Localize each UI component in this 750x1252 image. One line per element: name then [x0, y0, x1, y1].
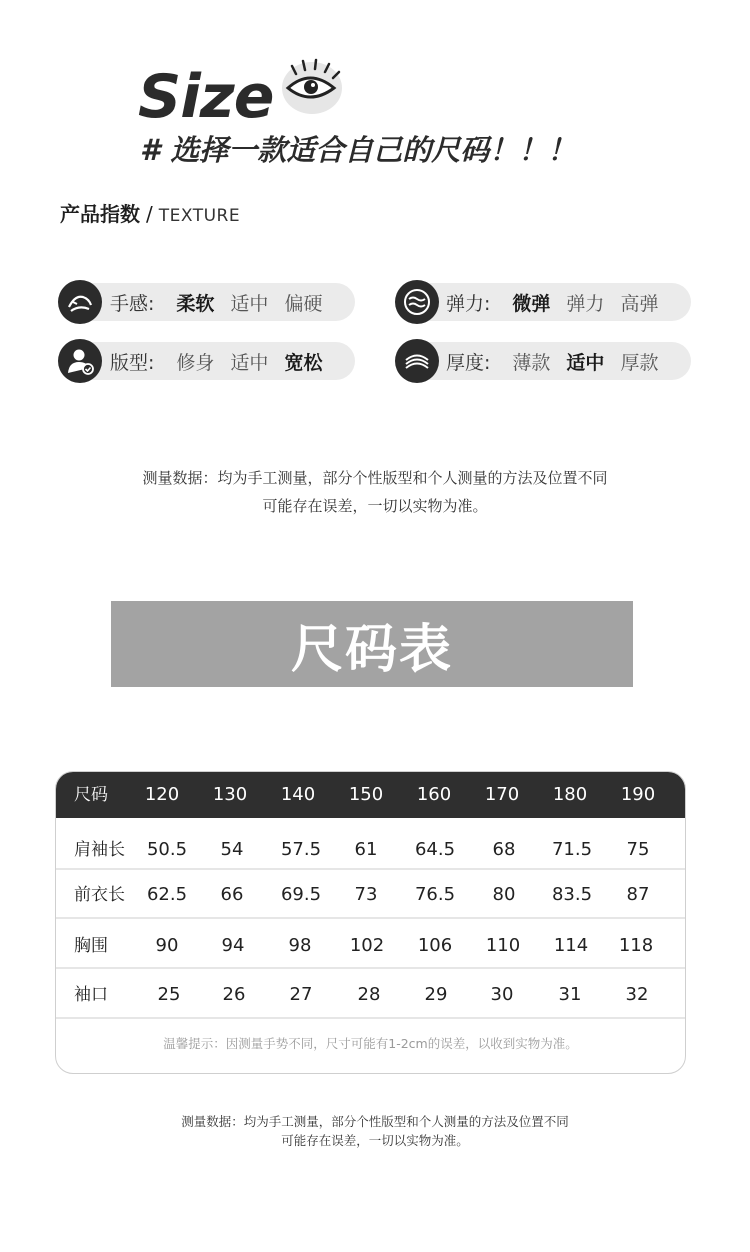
- measurement-note-top: [0, 464, 750, 520]
- index-row-thickness: [446, 348, 674, 375]
- section-separator: /: [146, 202, 153, 226]
- table-header: [56, 772, 685, 818]
- size-chart-banner: [111, 601, 633, 687]
- index-option-selected: 柔软: [176, 293, 215, 315]
- measurement-note-bottom: [0, 1112, 750, 1150]
- table-cell: 118: [618, 935, 654, 956]
- row-label: 袖口: [74, 985, 108, 1005]
- note-line: 测量数据：均为手工测量，部分个性版型和个人测量的方法及位置不同: [181, 1114, 569, 1129]
- index-option: 修身: [176, 352, 215, 374]
- table-cell: 57.5: [280, 839, 322, 860]
- row-label: 肩袖长: [74, 840, 125, 860]
- table-header-cell: 130: [212, 784, 248, 805]
- table-cell: 50.5: [146, 839, 188, 860]
- table-cell: 80: [492, 884, 516, 905]
- banner-title: 尺码表: [290, 619, 453, 680]
- table-header-cell: 180: [552, 784, 588, 805]
- table-cell: 61: [354, 839, 378, 860]
- table-cell: 62.5: [146, 884, 188, 905]
- table-header-cell: 170: [484, 784, 520, 805]
- table-header-cell: 140: [280, 784, 316, 805]
- table-cell: 29: [424, 984, 448, 1005]
- row-label: 前衣长: [74, 885, 125, 905]
- index-option: 弹力: [566, 293, 605, 315]
- index-option-selected: 适中: [566, 352, 605, 374]
- table-cell: 27: [289, 984, 313, 1005]
- table-header-label: 尺码: [74, 785, 108, 805]
- note-line: 测量数据：均为手工测量，部分个性版型和个人测量的方法及位置不同: [142, 469, 608, 487]
- index-option-selected: 微弹: [512, 293, 551, 315]
- fit-person-icon: [58, 339, 102, 383]
- table-cell: 54: [220, 839, 244, 860]
- note-line: 可能存在误差，一切以实物为准。: [262, 497, 488, 515]
- table-cell: 25: [157, 984, 181, 1005]
- table-cell: 28: [357, 984, 381, 1005]
- table-header-cell: 190: [620, 784, 656, 805]
- elasticity-icon: [395, 280, 439, 324]
- index-row-fit: [110, 348, 338, 375]
- index-label: 厚度:: [446, 352, 491, 374]
- row-divider: [56, 917, 685, 919]
- row-divider: [56, 1017, 685, 1019]
- table-cell: 110: [485, 935, 521, 956]
- table-cell: 31: [558, 984, 582, 1005]
- index-option-selected: 宽松: [284, 352, 323, 374]
- table-cell: 71.5: [551, 839, 593, 860]
- size-title: Size: [138, 62, 274, 132]
- table-cell: 73: [354, 884, 378, 905]
- table-header-cell: 150: [348, 784, 384, 805]
- table-cell: 64.5: [414, 839, 456, 860]
- table-cell: 26: [222, 984, 246, 1005]
- index-label: 弹力:: [446, 293, 491, 315]
- section-title-en: TEXTURE: [158, 206, 241, 226]
- index-label: 版型:: [110, 352, 155, 374]
- row-divider: [56, 967, 685, 969]
- subtitle: # 选择一款适合自己的尺码！！！: [140, 133, 577, 167]
- table-cell: 83.5: [551, 884, 593, 905]
- hand-feel-icon: [58, 280, 102, 324]
- table-cell: 66: [220, 884, 244, 905]
- table-cell: 102: [349, 935, 385, 956]
- eye-icon: [278, 54, 344, 116]
- table-cell: 114: [553, 935, 589, 956]
- table-cell: 30: [490, 984, 514, 1005]
- index-option: 适中: [230, 293, 269, 315]
- index-option: 偏硬: [284, 293, 323, 315]
- note-line: 可能存在误差，一切以实物为准。: [281, 1133, 469, 1148]
- table-cell: 68: [492, 839, 516, 860]
- table-header-cell: 160: [416, 784, 452, 805]
- table-header-cell: 120: [144, 784, 180, 805]
- product-index-heading: [60, 200, 240, 230]
- table-cell: 98: [288, 935, 312, 956]
- table-cell: 106: [417, 935, 453, 956]
- table-cell: 32: [625, 984, 649, 1005]
- row-divider: [56, 868, 685, 870]
- table-tip: 温馨提示：因测量手势不同，尺寸可能有1-2cm的误差，以收到实物为准。: [163, 1036, 578, 1051]
- table-cell: 75: [626, 839, 650, 860]
- thickness-icon: [395, 339, 439, 383]
- table-cell: 76.5: [414, 884, 456, 905]
- index-row-hand-feel: [110, 289, 338, 316]
- size-table: [55, 771, 686, 1074]
- index-option: 适中: [230, 352, 269, 374]
- table-cell: 69.5: [280, 884, 322, 905]
- index-label: 手感:: [110, 293, 155, 315]
- index-option: 高弹: [620, 293, 659, 315]
- index-option: 厚款: [620, 352, 659, 374]
- index-row-elasticity: [446, 289, 674, 316]
- table-cell: 90: [155, 935, 179, 956]
- index-option: 薄款: [512, 352, 551, 374]
- section-title-zh: 产品指数: [60, 202, 140, 226]
- row-label: 胸围: [74, 936, 108, 956]
- table-cell: 87: [626, 884, 650, 905]
- table-cell: 94: [221, 935, 245, 956]
